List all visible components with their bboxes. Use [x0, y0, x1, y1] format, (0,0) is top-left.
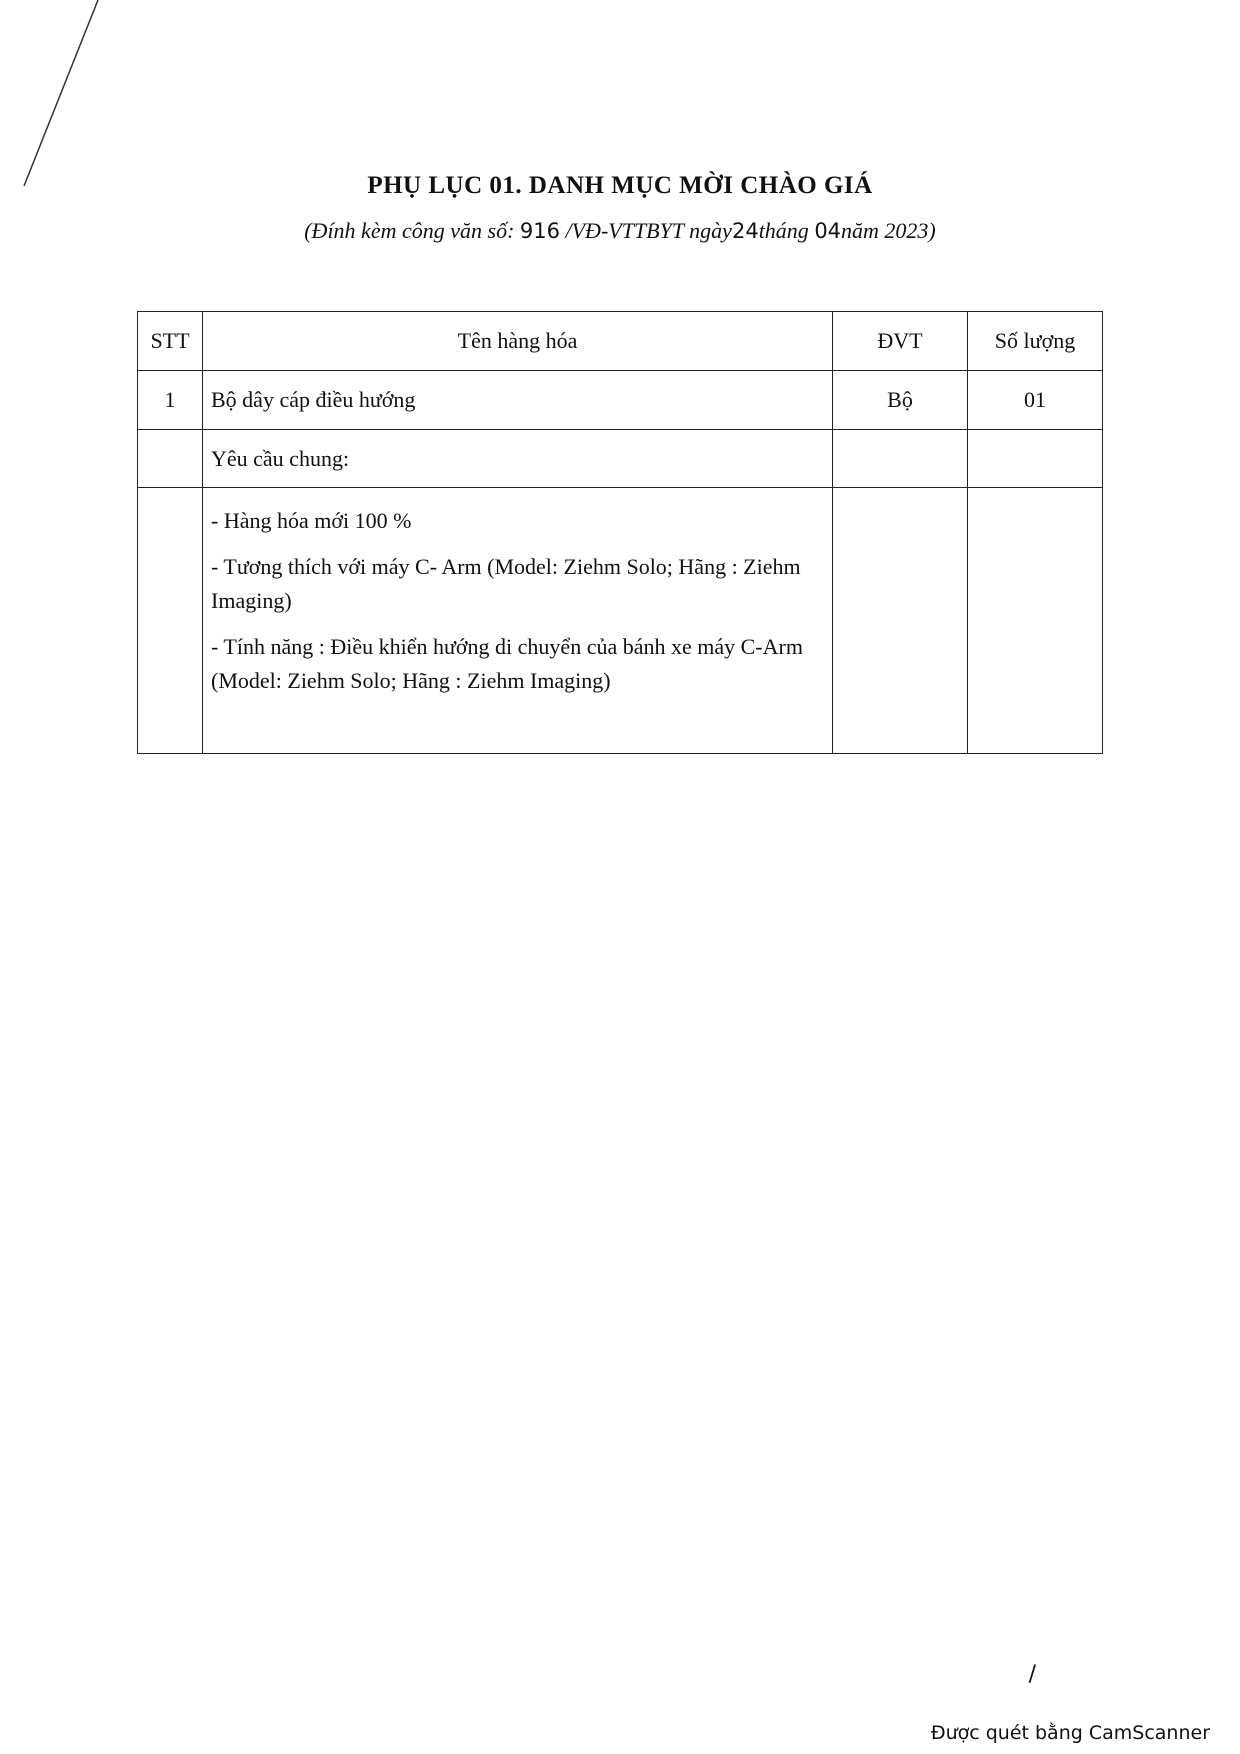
reference-year: năm 2023) — [841, 218, 936, 243]
header-name: Tên hàng hóa — [203, 312, 833, 371]
header-unit: ĐVT — [833, 312, 968, 371]
document-number: 916 — [519, 219, 560, 243]
reference-code: /VĐ-VTTBYT ngày — [565, 218, 732, 243]
cell-empty — [138, 488, 203, 754]
goods-table — [137, 311, 1103, 754]
reference-month-label: tháng — [758, 218, 809, 243]
cell-unit: Bộ — [833, 371, 968, 430]
reference-day: 24 — [731, 219, 759, 243]
header-quantity: Số lượng — [968, 312, 1103, 371]
document-reference — [0, 218, 1240, 244]
cell-empty — [968, 430, 1103, 488]
requirements-cell — [203, 488, 833, 754]
cell-empty — [968, 488, 1103, 754]
cell-empty — [138, 430, 203, 488]
cell-item-name: Bộ dây cáp điều hướng — [203, 371, 833, 430]
table-header-row — [138, 312, 1103, 371]
scan-edge-shadow — [20, 0, 100, 190]
page-title: PHỤ LỤC 01. DANH MỤC MỜI CHÀO GIÁ — [367, 172, 873, 199]
requirement-item: - Tương thích với máy C- Arm (Model: Ziehm Solo; Hãng : Ziehm Imaging) — [211, 554, 801, 613]
cell-empty — [833, 430, 968, 488]
cell-stt: 1 — [138, 371, 203, 430]
requirement-item: - Hàng hóa mới 100 % — [211, 508, 412, 533]
table-row-requirements-heading — [138, 430, 1103, 488]
requirements-heading: Yêu cầu chung: — [203, 430, 833, 488]
page-mark: / — [1028, 1662, 1036, 1687]
table-row-requirements — [138, 488, 1103, 754]
requirement-item: - Tính năng : Điều khiển hướng di chuyển của bánh xe máy C-Arm (Model: Ziehm Solo; Hãng : Ziehm Imaging) — [211, 634, 803, 693]
cell-quantity: 01 — [968, 371, 1103, 430]
table-row — [138, 371, 1103, 430]
header-stt: STT — [138, 312, 203, 371]
reference-month: 04 — [814, 219, 842, 243]
cell-empty — [833, 488, 968, 754]
reference-prefix: (Đính kèm công văn số: — [304, 218, 515, 243]
scanner-watermark: Được quét bằng CamScanner — [930, 1722, 1210, 1744]
